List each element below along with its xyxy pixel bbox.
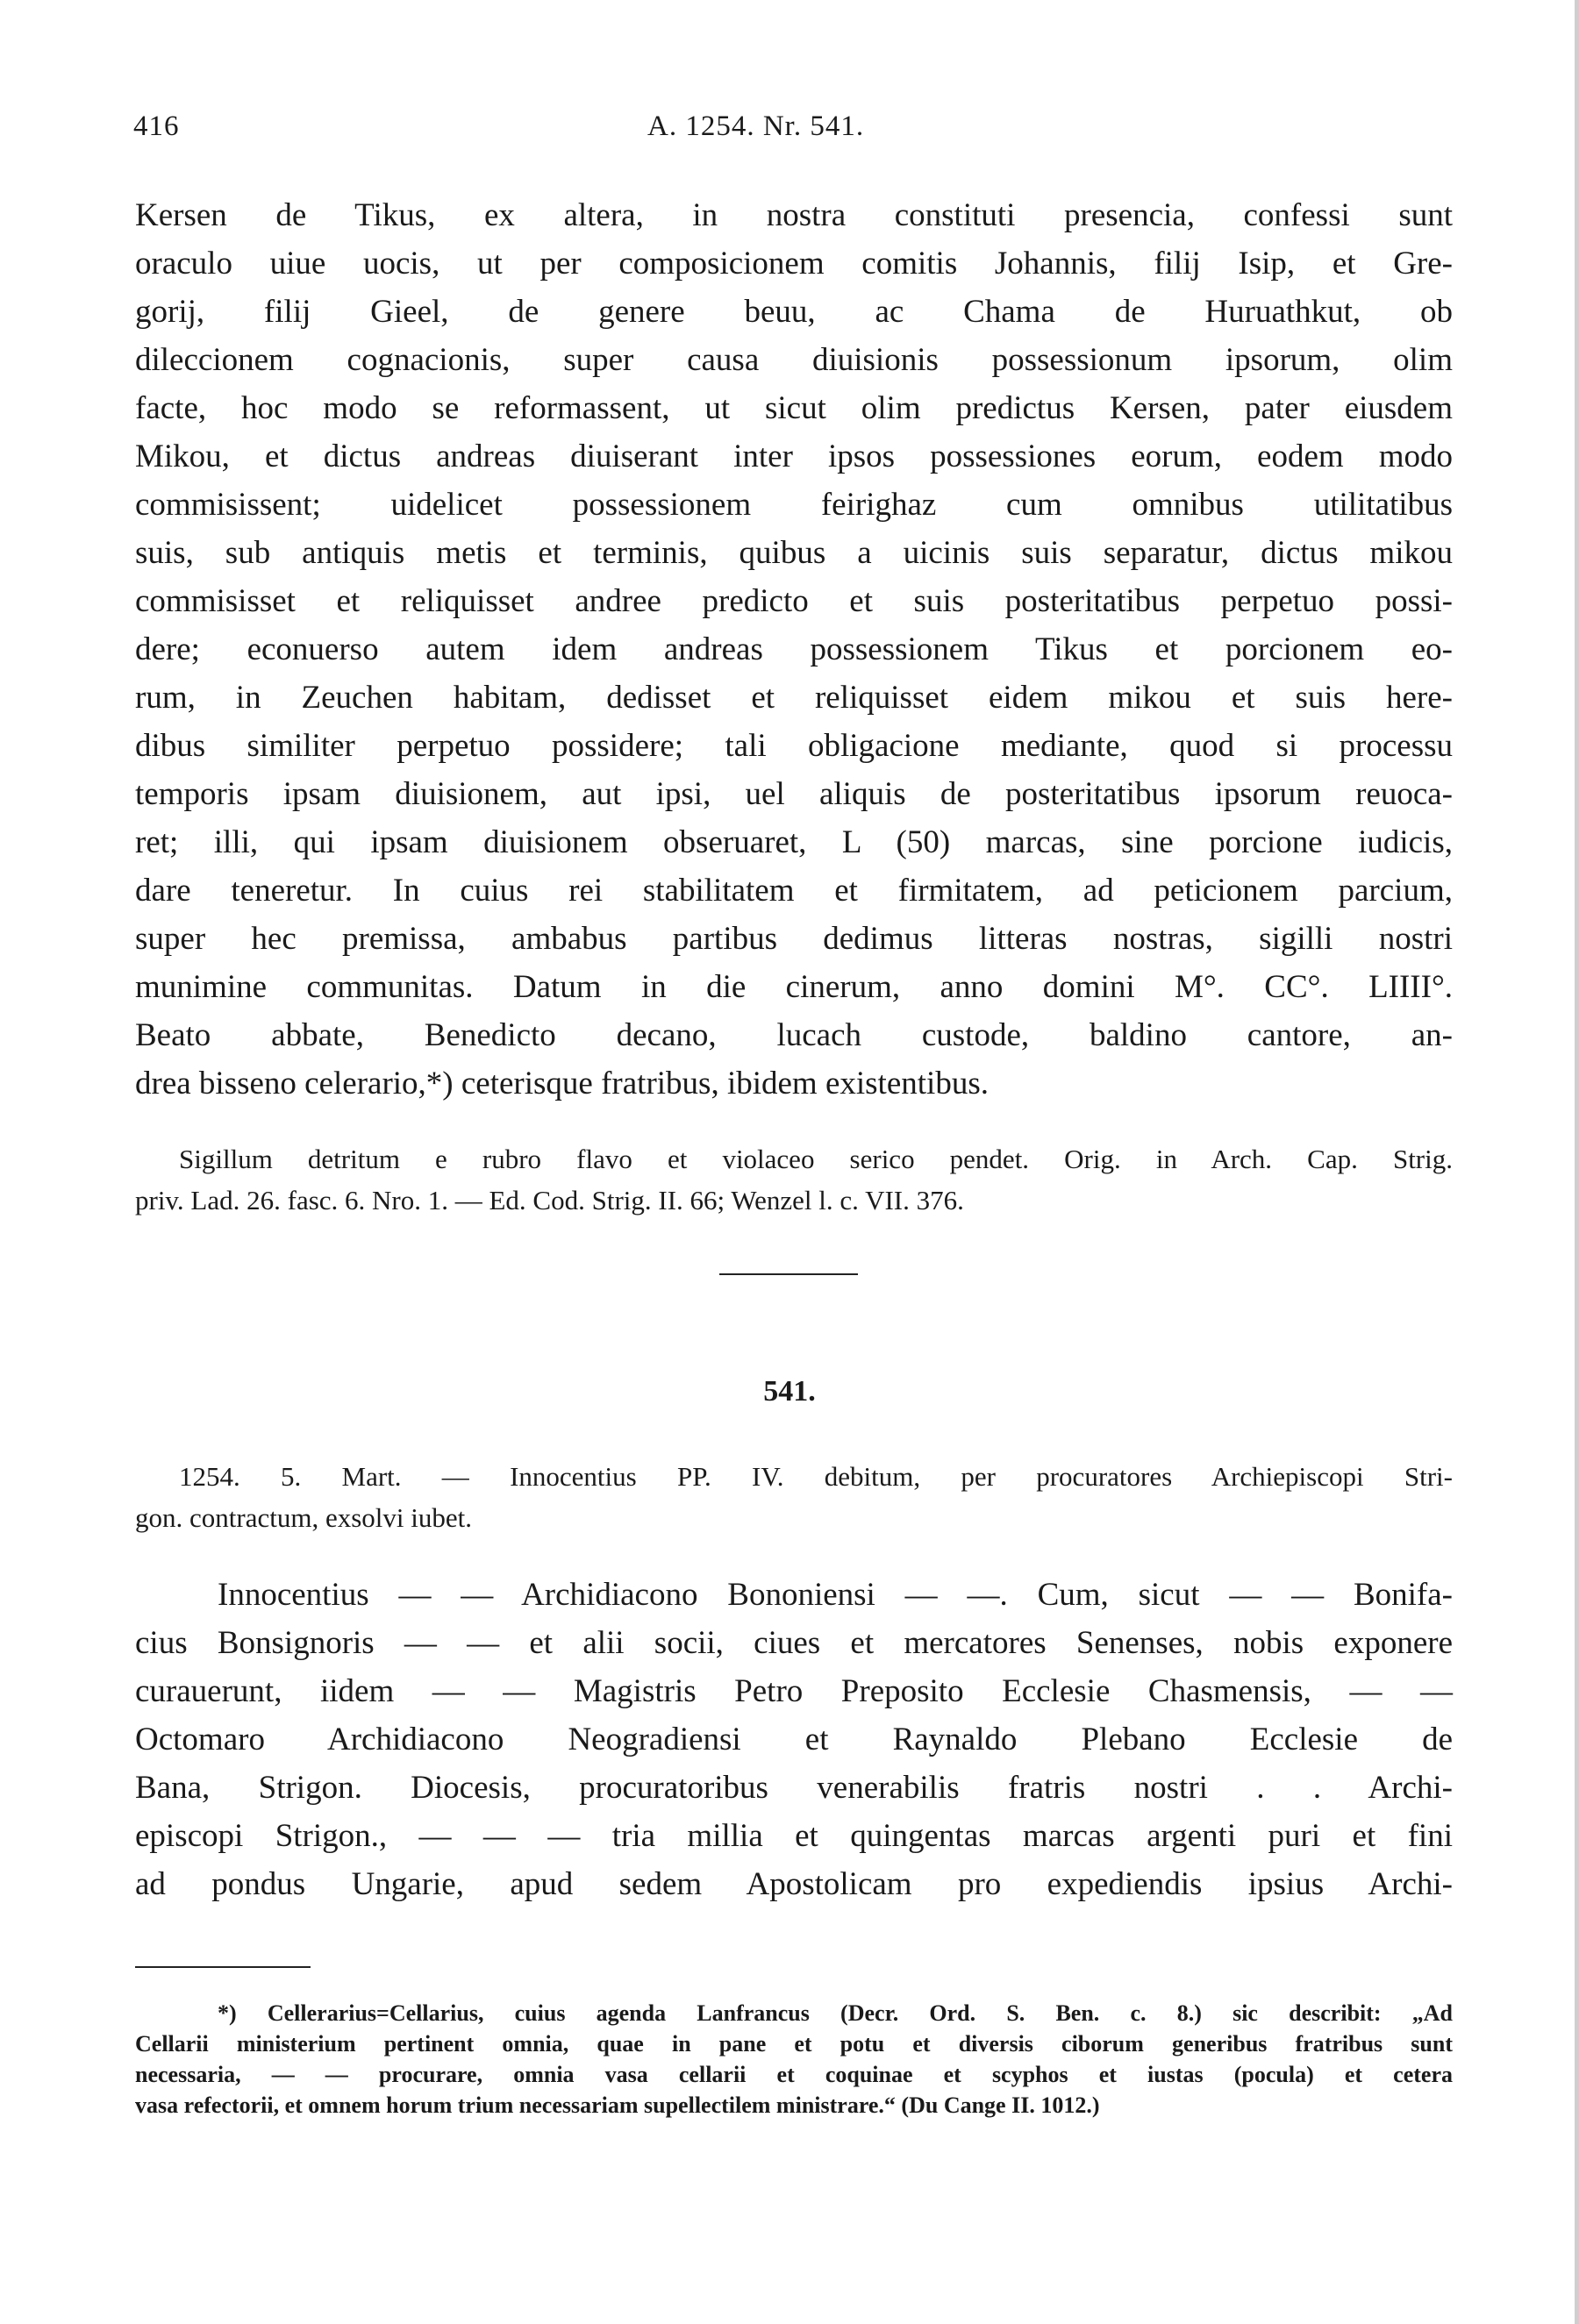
text-line: dare teneretur. In cuius rei stabilitatem et firmitatem, ad peticionem parcium, [135, 873, 1453, 909]
text-line: Kersen de Tikus, ex altera, in nostra constituti presencia, confessi sunt [135, 197, 1453, 233]
text-line: ret; illi, qui ipsam diuisionem obseruaret, L (50) marcas, sine porcione iudicis, [135, 824, 1453, 860]
text-line: Beato abbate, Benedicto decano, lucach custode, baldino cantore, an- [135, 1017, 1453, 1053]
text-line: super hec premissa, ambabus partibus dedimus litteras nostras, sigilli nostri [135, 921, 1453, 957]
document-number: 541. [763, 1375, 816, 1408]
text-line: dileccionem cognacionis, super causa diuisionis possessionum ipsorum, olim [135, 342, 1453, 378]
text-line: temporis ipsam diuisionem, aut ipsi, uel aliquis de posteritatibus ipsorum reuoca- [135, 776, 1453, 812]
footnote-line: necessaria, — — procurare, omnia vasa cellarii et coquinae et scyphos et iustas (pocula) et cetera [135, 2062, 1453, 2087]
running-title: A. 1254. Nr. 541. [647, 110, 865, 142]
text-line: dere; econuerso autem idem andreas possessionem Tikus et porcionem eo- [135, 631, 1453, 667]
footnote-line: vasa refectorii, et omnem horum trium necessariam supellectilem ministrare.“ (Du Cange II. 1012.) [135, 2092, 1100, 2118]
text-line: episcopi Strigon., — — — tria millia et quingentas marcas argenti puri et fini [135, 1818, 1453, 1854]
text-line: suis, sub antiquis metis et terminis, quibus a uicinis suis separatur, dictus mikou [135, 535, 1453, 571]
regest-line: 1254. 5. Mart. — Innocentius PP. IV. debitum, per procuratores Archiepiscopi Stri- [179, 1461, 1453, 1492]
text-line: Bana, Strigon. Diocesis, procuratoribus venerabilis fratris nostri . . Archi- [135, 1770, 1453, 1806]
text-line: drea bisseno celerario,*) ceterisque fratribus, ibidem existentibus. [135, 1066, 989, 1101]
footnote-divider [135, 1966, 311, 1968]
text-line: ad pondus Ungarie, apud sedem Apostolicam pro expediendis ipsius Archi- [135, 1866, 1453, 1902]
page-edge [1575, 0, 1579, 2324]
regest-line: gon. contractum, exsolvi iubet. [135, 1502, 472, 1533]
text-line: commisisset et reliquisset andree predicto et suis posteritatibus perpetuo possi- [135, 583, 1453, 619]
text-line: gorij, filij Gieel, de genere beuu, ac Chama de Huruathkut, ob [135, 294, 1453, 330]
text-line: Octomaro Archidiacono Neogradiensi et Raynaldo Plebano Ecclesie de [135, 1722, 1453, 1757]
text-line: oraculo uiue uocis, ut per composicionem comitis Johannis, filij Isip, et Gre- [135, 246, 1453, 282]
note-line: Sigillum detritum e rubro flavo et violaceo serico pendet. Orig. in Arch. Cap. Strig. [179, 1144, 1453, 1174]
page-number: 416 [133, 110, 180, 142]
text-line: curauerunt, iidem — — Magistris Petro Preposito Ecclesie Chasmensis, — — [135, 1673, 1453, 1709]
text-line: Mikou, et dictus andreas diuiserant inter ipsos possessiones eorum, eodem modo [135, 438, 1453, 474]
footnote-line: Cellarii ministerium pertinent omnia, quae in pane et potu et diversis ciborum generibus fratribus sunt [135, 2031, 1453, 2057]
note-line: priv. Lad. 26. fasc. 6. Nro. 1. — Ed. Cod. Strig. II. 66; Wenzel l. c. VII. 376. [135, 1185, 964, 1215]
text-line: Innocentius — — Archidiacono Bononiensi — —. Cum, sicut — — Bonifa- [218, 1577, 1453, 1613]
text-line: rum, in Zeuchen habitam, dedisset et reliquisset eidem mikou et suis here- [135, 680, 1453, 716]
text-line: commisissent; uidelicet possessionem feirighaz cum omnibus utilitatibus [135, 487, 1453, 523]
section-divider [719, 1273, 858, 1275]
text-line: dibus similiter perpetuo possidere; tali obligacione mediante, quod si processu [135, 728, 1453, 764]
text-line: facte, hoc modo se reformassent, ut sicut olim predictus Kersen, pater eiusdem [135, 390, 1453, 426]
footnote-line: *) Cellerarius=Cellarius, cuius agenda Lanfrancus (Decr. Ord. S. Ben. c. 8.) sic describit: „Ad [218, 2000, 1453, 2026]
text-line: munimine communitas. Datum in die cinerum, anno domini M°. CC°. LIIII°. [135, 969, 1453, 1005]
text-line: cius Bonsignoris — — et alii socii, ciues et mercatores Senenses, nobis exponere [135, 1625, 1453, 1661]
